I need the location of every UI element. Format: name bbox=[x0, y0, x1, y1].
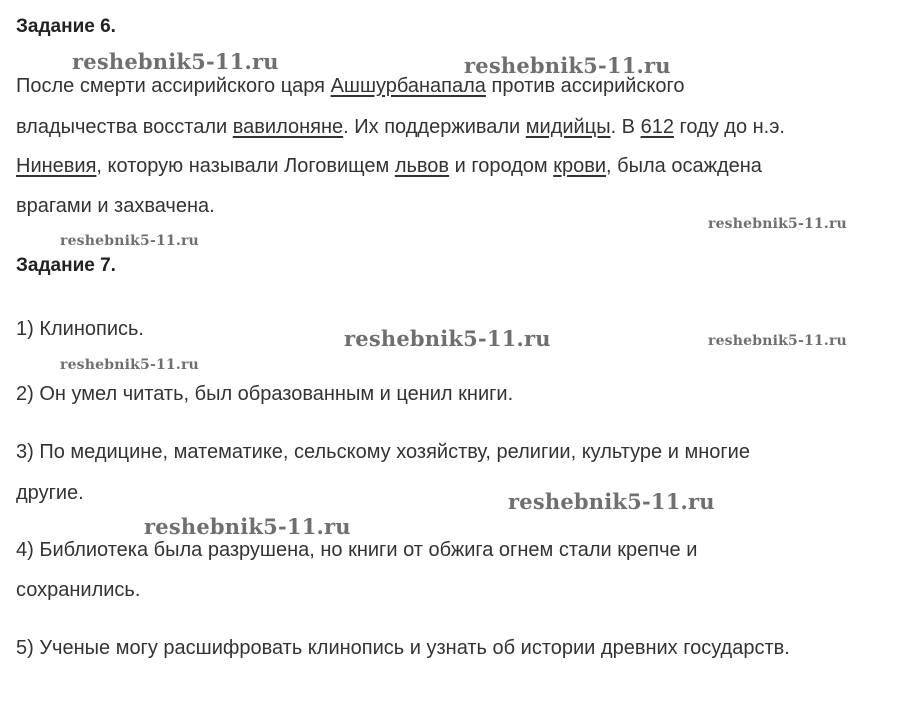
task6-line4 bbox=[16, 186, 215, 226]
underlined-answer: Ашшурбанапала bbox=[330, 75, 486, 97]
watermark: reshebnik5-11.ru bbox=[708, 216, 847, 232]
text-fragment: . Их поддерживали bbox=[343, 116, 526, 138]
task6-line3 bbox=[16, 146, 762, 186]
text-fragment: и городом bbox=[449, 155, 554, 177]
text-fragment: врагами и захвачена. bbox=[16, 195, 215, 217]
watermark: reshebnik5-11.ru bbox=[60, 357, 199, 373]
text-fragment: году до н.э. bbox=[673, 116, 785, 138]
text-fragment: После смерти ассирийского царя bbox=[16, 75, 331, 97]
watermark: reshebnik5-11.ru bbox=[464, 53, 671, 78]
task7-heading: Задание 7. bbox=[16, 255, 116, 276]
task6-heading: Задание 6. bbox=[16, 16, 116, 37]
underlined-answer: крови bbox=[553, 155, 607, 177]
watermark: reshebnik5-11.ru bbox=[708, 333, 847, 349]
underlined-answer: 612 bbox=[640, 116, 674, 138]
watermark: reshebnik5-11.ru bbox=[344, 326, 551, 351]
task7-answer-3-line1: 3) По медицине, математике, сельскому хозяйству, религии, культуре и многие bbox=[16, 441, 750, 463]
text-fragment: владычества восстали bbox=[16, 116, 233, 138]
underlined-answer: львов bbox=[394, 155, 450, 177]
task7-answer-1: 1) Клинопись. bbox=[16, 318, 144, 340]
text-fragment: . В bbox=[610, 116, 641, 138]
underlined-answer: Ниневия bbox=[16, 155, 97, 177]
watermark: reshebnik5-11.ru bbox=[60, 233, 199, 249]
underlined-answer: мидийцы bbox=[525, 116, 611, 138]
task6-line2 bbox=[16, 107, 785, 147]
text-fragment: , которую называли Логовищем bbox=[96, 155, 395, 177]
task7-answer-2: 2) Он умел читать, был образованным и ценил книги. bbox=[16, 383, 514, 405]
text-fragment: против ассирийского bbox=[485, 75, 685, 97]
task7-answer-4-line2: сохранились. bbox=[16, 579, 141, 601]
underlined-answer: вавилоняне bbox=[232, 116, 344, 138]
task7-answer-5: 5) Ученые могу расшифровать клинопись и узнать об истории древних государств. bbox=[16, 637, 790, 659]
watermark: reshebnik5-11.ru bbox=[508, 489, 715, 514]
task7-answer-3-line2: другие. bbox=[16, 482, 84, 504]
text-fragment: , была осаждена bbox=[606, 155, 762, 177]
watermark: reshebnik5-11.ru bbox=[144, 514, 351, 539]
watermark: reshebnik5-11.ru bbox=[72, 49, 279, 74]
task7-answer-4-line1: 4) Библиотека была разрушена, но книги от обжига огнем стали крепче и bbox=[16, 539, 698, 561]
task6-line1 bbox=[16, 66, 684, 106]
